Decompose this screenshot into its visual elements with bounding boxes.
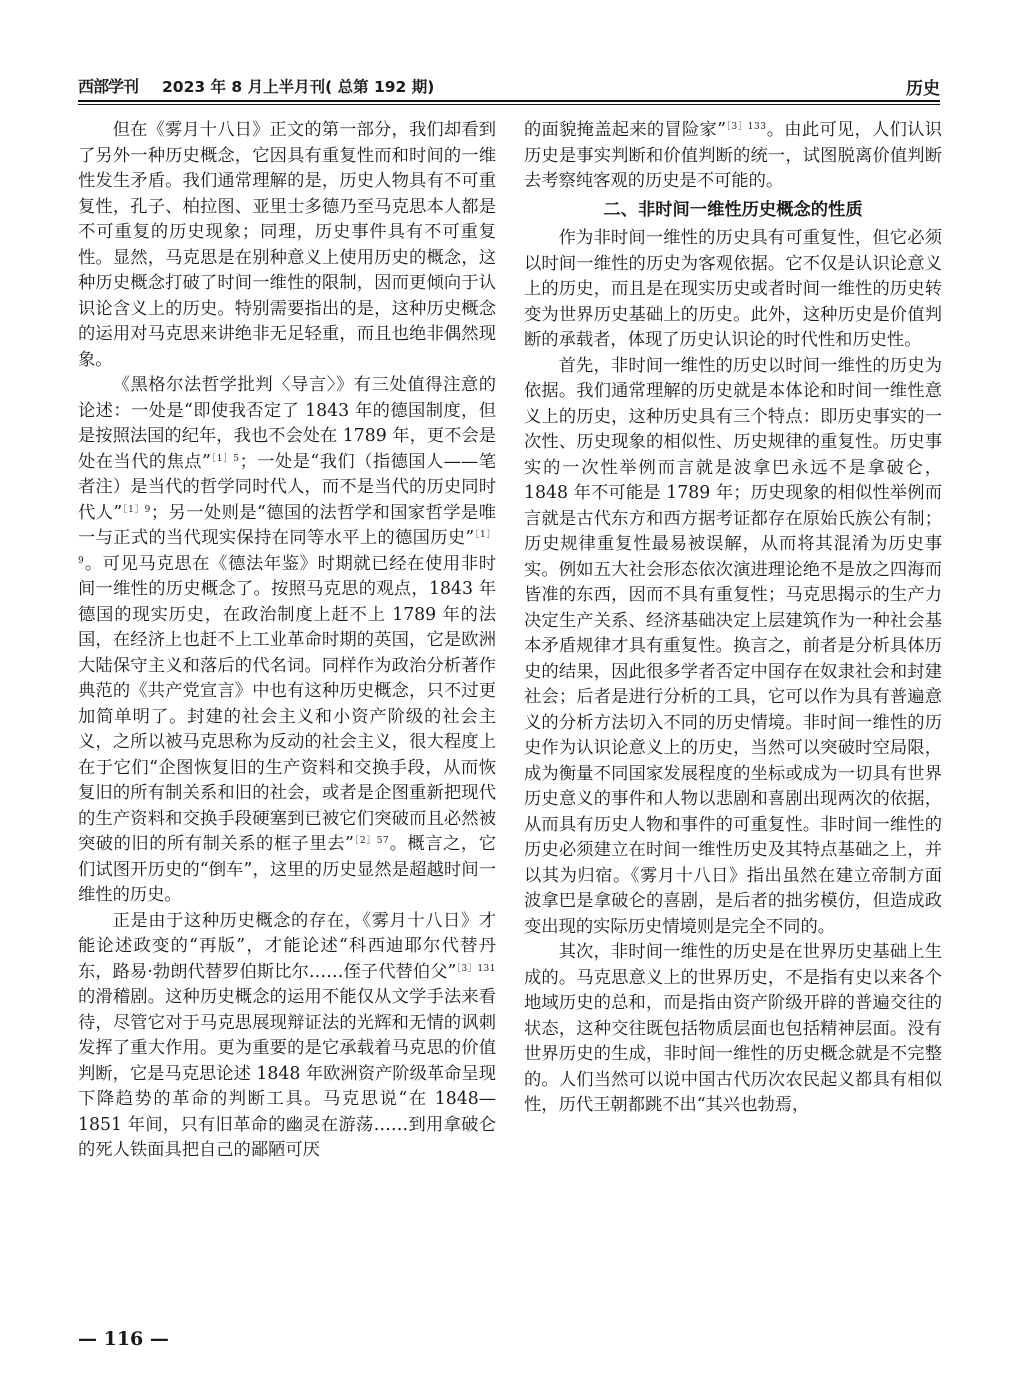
paragraph-text: ；一处是“我们（指德国人——笔者注）是当代的哲学同时代人，而不是当代的历史同时代人” — [78, 451, 496, 523]
page-number: — 116 — — [78, 1328, 169, 1350]
left-column — [78, 118, 496, 1164]
paragraph-text: 。概言之，它们试图开历史的“倒车”，这里的历史显然是超越时间一维性的历史。 — [78, 834, 496, 905]
paragraph-continued — [524, 118, 942, 195]
citation: ［1］5 — [210, 453, 240, 464]
paragraph: 首先，非时间一维性的历史以时间一维性的历史为依据。我们通常理解的历史就是本体论和时间一维性意义上的历史，这种历史具有三个特点：即历史事实的一次性、历史现象的相似性、历史规律的重复性。历史事实的一次性举例而言就是波拿巴永远不是拿破仑，1848 年不可能是 1789 年；历史现象的相似性举例而言就是古代东方和西方据考证都存在原始氏族公有制；历史规律重复性最易被误解，从而将其混淆为历史事实。例如五大社会形态依次演进理论绝不是放之四海而皆准的东西，因而不具有重复性；马克思揭示的生产力决定生产关系、经济基础决定上层建筑作为一种社会基本矛盾规律才具有重复性。换言之，前者是分析具体历史的结果，因此很多学者否定中国存在奴隶社会和封建社会；后者是进行分析的工具，它可以作为具有普遍意义的分析方法切入不同的历史情境。非时间一维性的历史作为认识论意义上的历史，当然可以突破时空局限，成为衡量不同国家发展程度的坐标或成为一切具有世界历史意义的事件和人物以悲剧和喜剧出现两次的依据，从而具有历史人物和事件的可重复性。非时间一维性的历史必须建立在时间一维性历史及其特点基础之上，并以其为归宿。《雾月十八日》指出虽然在建立帝制方面波拿巴是拿破仑的喜剧，是后者的拙劣模仿，但造成政变出现的实际历史情境则是完全不同的。 — [524, 355, 942, 937]
header-rule-thick — [78, 100, 940, 102]
citation: ［2］57 — [353, 836, 390, 846]
journal-logo: 西部学刊 — [78, 77, 139, 96]
header-rule-thin — [78, 104, 940, 105]
citation: ［3］131 — [456, 963, 496, 974]
paragraph: 作为非时间一维性的历史具有可重复性，但它必须以时间一维性的历史为客观依据。它不仅是认识论意义上的历史，而且是在现实历史或者时间一维性的历史转变为世界历史基础上的历史。此外，这种历史是价值判断的承载者，体现了历史认识论的时代性和历史性。 — [524, 228, 942, 350]
paragraph-text: 。由此可见，人们认识历史是事实判断和价值判断的统一，试图脱离价值判断去考察纯客观的历史是不可能的。 — [524, 120, 942, 191]
paragraph-text: 的面貌掩盖起来的冒险家” — [524, 120, 726, 140]
issue-info: 2023 年 8 月上半月刊( 总第 192 期) — [162, 78, 435, 96]
paragraph — [78, 373, 496, 909]
paragraph-text: 《黑格尔法哲学批判〈导言〉》有三处值得注意的论述：一处是“即使我否定了 1843 年的德国制度，但是按照法国的纪年，我也不会处在 1789 年，更不会是处在当代的焦点” — [78, 375, 496, 472]
citation: ［1］9 — [78, 530, 496, 566]
citation: ［3］133 — [725, 122, 767, 132]
paragraph-text: 正是由于这种历史概念的存在，《雾月十八日》才能论述政变的“再版”，才能论述“科西迪耶尔代替丹东，路易·勃朗代替罗伯斯比尔……侄子代替伯父” — [78, 910, 496, 982]
paragraph: 其次，非时间一维性的历史是在世界历史基础上生成的。马克思意义上的世界历史，不是指有史以来各个地域历史的总和，而是指由资产阶级开辟的普遍交往的状态，这种交往既包括物质层面也包括精神层面。没有世界历史的生成，非时间一维性的历史概念就是不完整的。人们当然可以说中国古代历次农民起义都具有相似性，历代王朝都跳不出“其兴也勃焉， — [524, 942, 942, 1115]
paragraph-text: 的滑稽剧。这种历史概念的运用不能仅从文学手法来看待，尽管它对于马克思展现辩证法的光辉和无情的讽刺发挥了重大作用。更为重要的是它承载着马克思的价值判断，它是马克思论述 1848 年欧洲资产阶级革命呈现下降趋势的革命的判断工具。马克思说“在 1848—1851 年间，只有旧革命的幽灵在游荡……到用拿破仑的死人铁面具把自己的鄙陋可厌 — [78, 987, 496, 1160]
section-heading: 二、非时间一维性历史概念的性质 — [603, 199, 863, 220]
running-header — [78, 74, 940, 99]
section-name: 历史 — [906, 79, 940, 99]
paragraph — [78, 909, 496, 1164]
paragraph-text: 。可见马克思在《德法年鉴》时期就已经在使用非时间一维性的历史概念了。按照马克思的观点，1843 年德国的现实历史，在政治制度上赶不上 1789 年的法国，在经济上也赶不上工业革命时期的英国，它是欧洲大陆保守主义和落后的代名词。同样作为政治分析著作典范的《共产党宣言》中也有这种历史概念，只不过更加简单明了。封建的社会主义和小资产阶级的社会主义，之所以被马克思称为反动的社会主义，很大程度上在于它们“企图恢复旧的生产资料和交换手段，从而恢复旧的所有制关系和旧的社会，或者是企图重新把现代的生产资料和交换手段硬塞到已被它们突破而且必然被突破的旧的所有制关系的框子里去” — [78, 553, 496, 854]
citation: ［1］9 — [122, 504, 151, 515]
paragraph: 但在《雾月十八日》正文的第一部分，我们却看到了另外一种历史概念，它因具有重复性而和时间的一维性发生矛盾。我们通常理解的是，历史人物具有不可重复性，孔子、柏拉图、亚里士多德乃至马克思本人都是不可重复的历史现象；同理，历史事件具有不可重复性。显然，马克思是在别种意义上使用历史的概念，这种历史概念打破了时间一维性的限制，因而更倾向于认识论含义上的历史。特别需要指出的是，这种历史概念的运用对马克思来讲绝非无足轻重，而且也绝非偶然现象。 — [78, 120, 496, 370]
paragraph-text: ；另一处则是“德国的法哲学和国家哲学是唯一与正式的当代现实保持在同等水平上的德国历史” — [78, 502, 496, 548]
right-column — [524, 118, 942, 1119]
